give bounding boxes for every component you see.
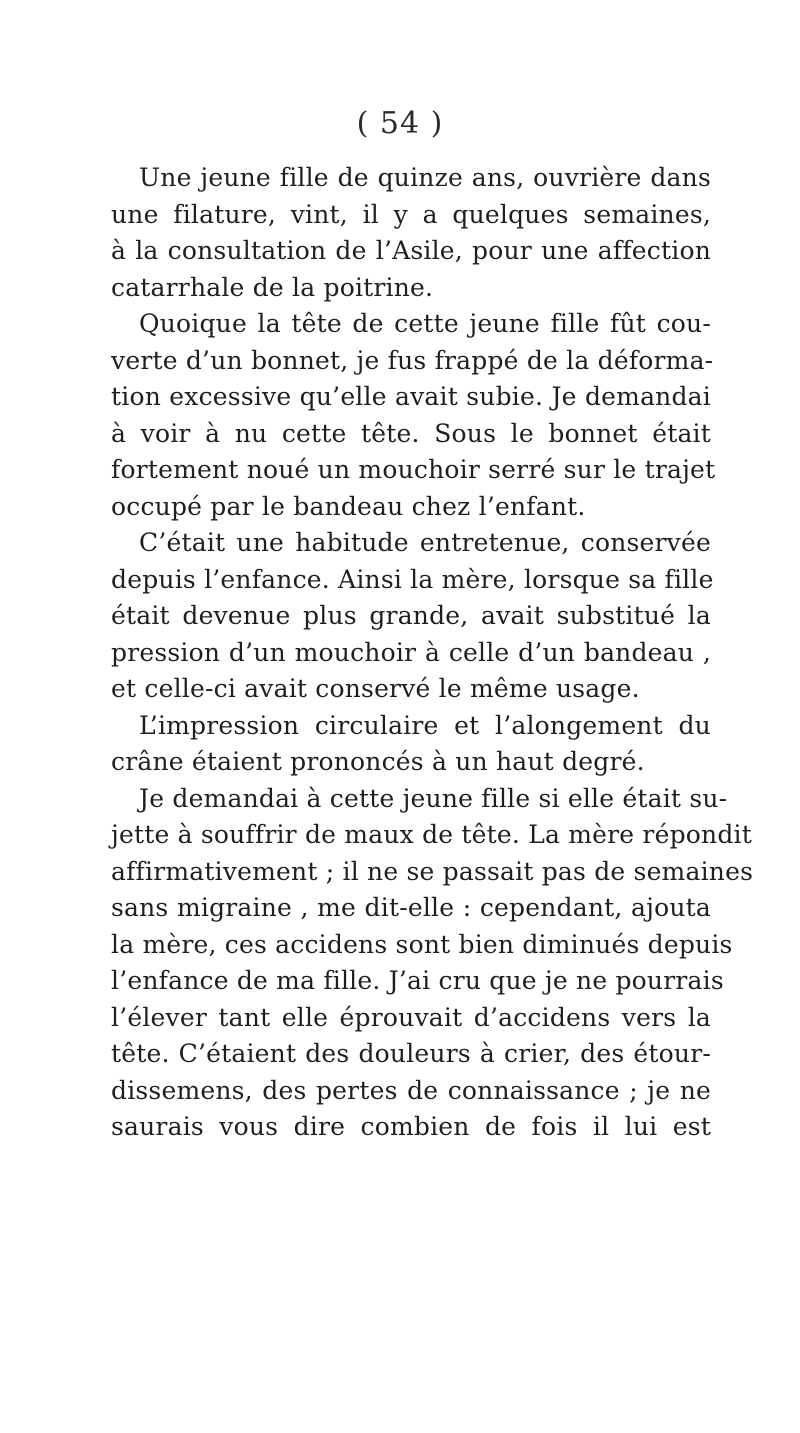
text-line: sans migraine , me dit-elle : cependant, ajouta (111, 893, 711, 922)
text-line: fortement noué un mouchoir serré sur le trajet (111, 455, 716, 484)
text-line: dissemens, des pertes de connaissance ; je ne (111, 1075, 711, 1105)
text-line: à la consultation de l’Asile, pour une affection (111, 236, 711, 265)
text-line: Quoique la tête de cette jeune fille fût cou- (139, 309, 711, 338)
text-line: catarrhale de la poitrine. (111, 272, 434, 302)
text-line: la mère, ces accidens sont bien diminués depuis (111, 929, 733, 959)
text-line: l’enfance de ma fille. J’ai cru que je ne pourrais (111, 966, 724, 995)
body-text (111, 160, 754, 1146)
text-line: verte d’un bonnet, je fus frappé de la déforma- (111, 345, 714, 375)
text-line: occupé par le bandeau chez l’enfant. (111, 491, 586, 521)
text-line: C’était une habitude entretenue, conservée (139, 528, 711, 557)
text-line: tion excessive qu’elle avait subie. Je demandai (111, 382, 711, 411)
text-line: une filature, vint, il y a quelques semaines, (111, 199, 711, 229)
text-line: affirmativement ; il ne se passait pas de semaines (111, 856, 754, 886)
text-line: à voir à nu cette tête. Sous le bonnet était (111, 418, 711, 448)
text-line: saurais vous dire combien de fois il lui est (111, 1112, 711, 1141)
text-line: et celle-ci avait conservé le même usage. (111, 674, 640, 703)
text-line: jette à souffrir de maux de tête. La mère répondit (111, 820, 752, 849)
text-line: L’impression circulaire et l’alongement du (139, 710, 711, 740)
text-line: Une jeune fille de quinze ans, ouvrière dans (139, 163, 711, 192)
text-line: tête. C’étaient des douleurs à crier, des étour- (111, 1039, 711, 1068)
page-number: ( 54 ) (356, 106, 444, 141)
text-line: Je demandai à cette jeune fille si elle était su- (139, 783, 728, 813)
text-line: était devenue plus grande, avait substitué la (111, 601, 711, 630)
text-line: l’élever tant elle éprouvait d’accidens vers la (111, 1002, 711, 1032)
text-line: depuis l’enfance. Ainsi la mère, lorsque sa fille (111, 564, 714, 594)
text-line: crâne étaient prononcés à un haut degré. (111, 747, 645, 776)
text-line: pression d’un mouchoir à celle d’un bandeau , (111, 637, 711, 667)
